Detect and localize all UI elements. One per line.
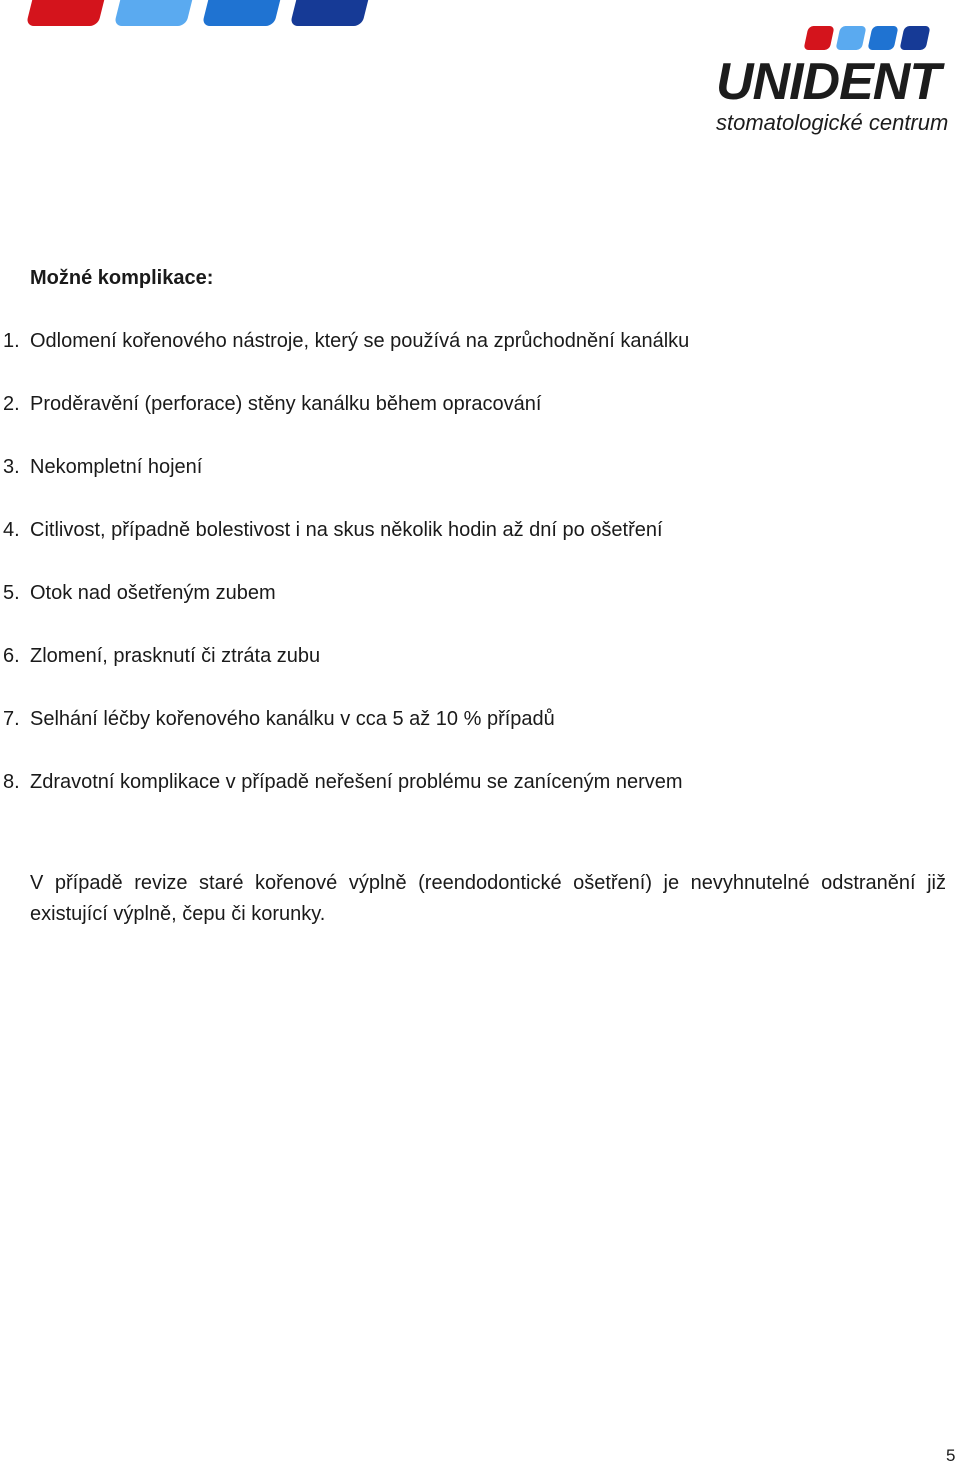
color-bar-segment-dark-blue — [290, 0, 370, 26]
list-item-number: 8. — [3, 771, 20, 793]
list-item-text: Nekompletní hojení — [30, 456, 203, 478]
complications-list — [0, 327, 689, 831]
list-item — [0, 642, 689, 705]
list-item-text: Otok nad ošetřeným zubem — [30, 582, 276, 604]
list-item-number: 1. — [3, 330, 20, 352]
complications-heading: Možné komplikace: — [30, 267, 214, 289]
list-item-text: Odlomení kořenového nástroje, který se používá na zprůchodnění kanálku — [30, 330, 690, 352]
logo-squares — [806, 26, 928, 50]
list-item — [0, 390, 689, 453]
unident-logo — [712, 26, 960, 138]
list-item-number: 4. — [3, 519, 20, 541]
list-item — [0, 579, 689, 642]
header-color-bar — [30, 0, 366, 26]
list-item-number: 2. — [3, 393, 20, 415]
reendodontic-note: V případě revize staré kořenové výplně (reendodontické ošetření) je nevyhnutelné odstranění již existující výplně, čepu či korunky. — [30, 872, 946, 925]
list-item-text: Zlomení, prasknutí či ztráta zubu — [30, 645, 321, 667]
list-item-text: Proděravění (perforace) stěny kanálku během opracování — [30, 393, 542, 415]
list-item-text: Selhání léčby kořenového kanálku v cca 5 až 10 % případů — [30, 708, 555, 730]
list-item-number: 5. — [3, 582, 20, 604]
list-item-number: 3. — [3, 456, 20, 478]
color-bar-segment-red — [26, 0, 106, 26]
list-item-text: Zdravotní komplikace v případě neřešení problému se zaníceným nervem — [30, 771, 683, 793]
list-item — [0, 516, 689, 579]
list-item-number: 7. — [3, 708, 20, 730]
logo-subtitle: stomatologické centrum — [716, 110, 949, 135]
list-item-number: 6. — [3, 645, 20, 667]
list-item-text: Citlivost, případně bolestivost i na skus několik hodin až dní po ošetření — [30, 519, 663, 541]
logo-square-blue — [867, 26, 898, 50]
list-item — [0, 768, 689, 831]
color-bar-segment-blue — [202, 0, 282, 26]
list-item — [0, 705, 689, 768]
list-item — [0, 453, 689, 516]
color-bar-segment-light-blue — [114, 0, 194, 26]
list-item — [0, 327, 689, 390]
logo-wordmark: UNIDENT — [716, 53, 941, 111]
logo-square-light-blue — [835, 26, 866, 50]
logo-square-dark-blue — [899, 26, 930, 50]
logo-square-red — [803, 26, 834, 50]
page-number: 5 — [946, 1446, 956, 1465]
